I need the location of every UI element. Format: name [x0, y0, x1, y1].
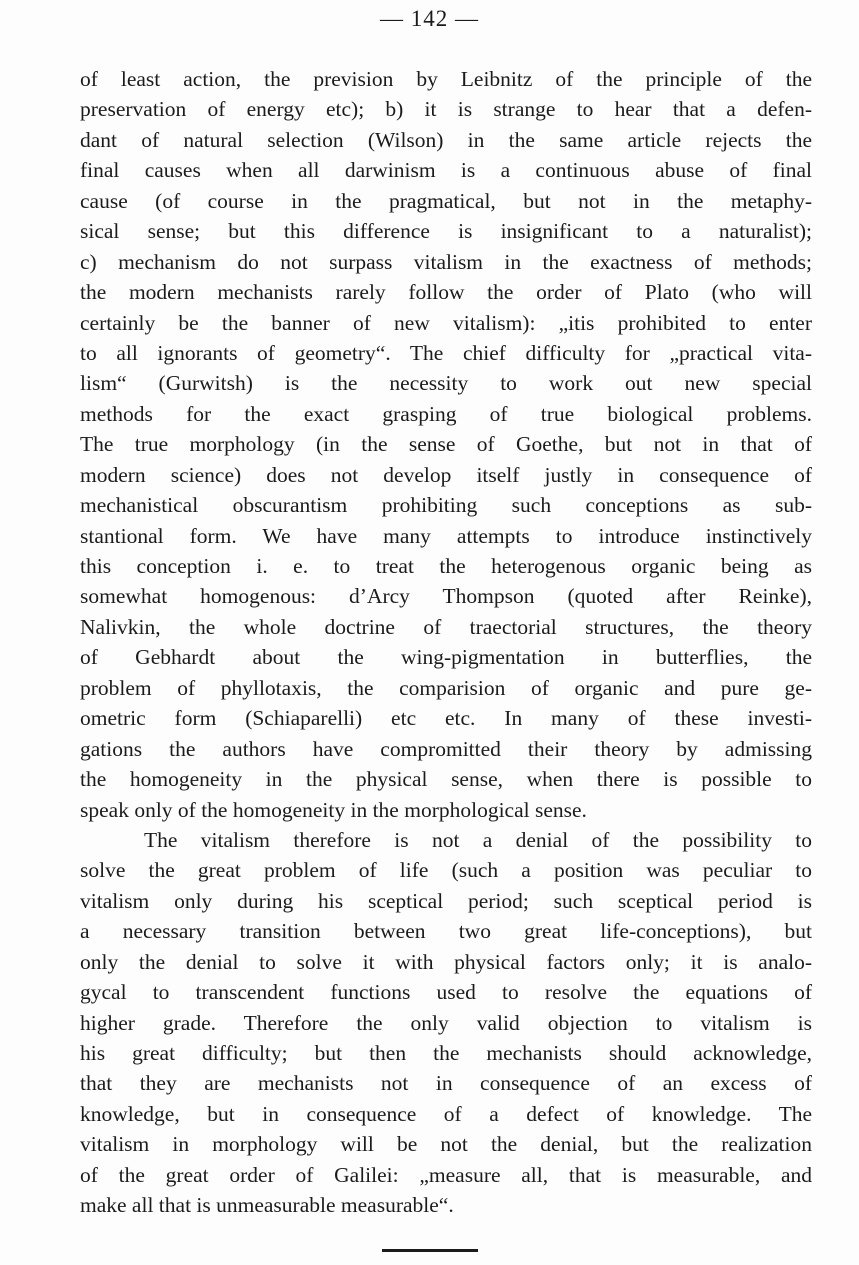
text-line: methods for the exact grasping of true biological problems.: [80, 401, 812, 426]
text-line: a necessary transition between two great life-conceptions), but: [80, 919, 812, 944]
text-line: knowledge, but in consequence of a defect of knowledge. The: [80, 1101, 812, 1126]
text-line: lism“ (Gurwitsh) is the necessity to work out new special: [80, 371, 812, 396]
text-line: solve the great problem of life (such a position was peculiar to: [80, 858, 812, 883]
text-line: of Gebhardt about the wing-pigmentation in butterflies, the: [80, 645, 812, 670]
text-line: his great difficulty; but then the mechanists should acknowledge,: [80, 1041, 812, 1065]
text-line: that they are mechanists not in consequence of an excess of: [80, 1071, 812, 1096]
text-line: ometric form (Schiaparelli) etc etc. In many of these investi-: [80, 706, 812, 731]
text-line: vitalism only during his sceptical period; such sceptical period is: [80, 888, 812, 913]
text-line: mechanistical obscurantism prohibiting such conceptions as sub-: [80, 493, 812, 518]
text-line: higher grade. Therefore the only valid objection to vitalism is: [80, 1010, 812, 1035]
text-line: gations the authors have compromitted their theory by admissing: [80, 736, 812, 761]
text-line: problem of phyllotaxis, the comparision of organic and pure ge-: [80, 675, 812, 700]
page-number: — 142 —: [380, 6, 479, 31]
text-line: only the denial to solve it with physical factors only; it is analo-: [80, 949, 812, 974]
text-line: cause (of course in the pragmatical, but not in the metaphy-: [80, 188, 812, 213]
paragraph-2: [80, 825, 812, 1221]
text-line: to all ignorants of geometry“. The chief difficulty for „practical vita-: [80, 340, 812, 365]
text-line: Nalivkin, the whole doctrine of traectorial structures, the theory: [80, 614, 812, 639]
text-line: of least action, the prevision by Leibnitz of the principle of the: [80, 67, 812, 91]
text-line: vitalism in morphology will be not the denial, but the realization: [80, 1132, 812, 1157]
text-line: this conception i. e. to treat the heterogenous organic being as: [80, 554, 812, 578]
text-line: the homogeneity in the physical sense, when there is possible to: [80, 767, 812, 792]
text-line: of the great order of Galilei: „measure all, that is measurable, and: [80, 1162, 812, 1187]
text-line: The vitalism therefore is not a denial of the possibility to: [144, 827, 812, 852]
paragraph-1: [80, 64, 812, 825]
text-line: gycal to transcendent functions used to resolve the equations of: [80, 980, 812, 1005]
end-rule-divider: [382, 1249, 478, 1252]
text-line: The true morphology (in the sense of Goethe, but not in that of: [80, 432, 812, 457]
text-line: make all that is unmeasurable measurable“.: [80, 1193, 454, 1218]
text-line: preservation of energy etc); b) it is strange to hear that a defen-: [80, 97, 812, 122]
text-line: modern science) does not develop itself justly in consequence of: [80, 462, 812, 487]
text-line: the modern mechanists rarely follow the order of Plato (who will: [80, 280, 812, 305]
text-line: c) mechanism do not surpass vitalism in the exactness of methods;: [80, 249, 812, 274]
text-line: certainly be the banner of new vitalism): „itis prohibited to enter: [80, 310, 812, 335]
text-line: stantional form. We have many attempts to introduce instinctively: [80, 523, 812, 548]
text-line: somewhat homogenous: d’Arcy Thompson (quoted after Reinke),: [80, 584, 812, 609]
text-line: sical sense; but this difference is insignificant to a naturalist);: [80, 219, 812, 244]
body-text: [80, 64, 812, 1221]
text-line: speak only of the homogeneity in the morphological sense.: [80, 797, 587, 822]
text-line: final causes when all darwinism is a continuous abuse of final: [80, 158, 812, 183]
text-line: dant of natural selection (Wilson) in the same article rejects the: [80, 127, 812, 152]
